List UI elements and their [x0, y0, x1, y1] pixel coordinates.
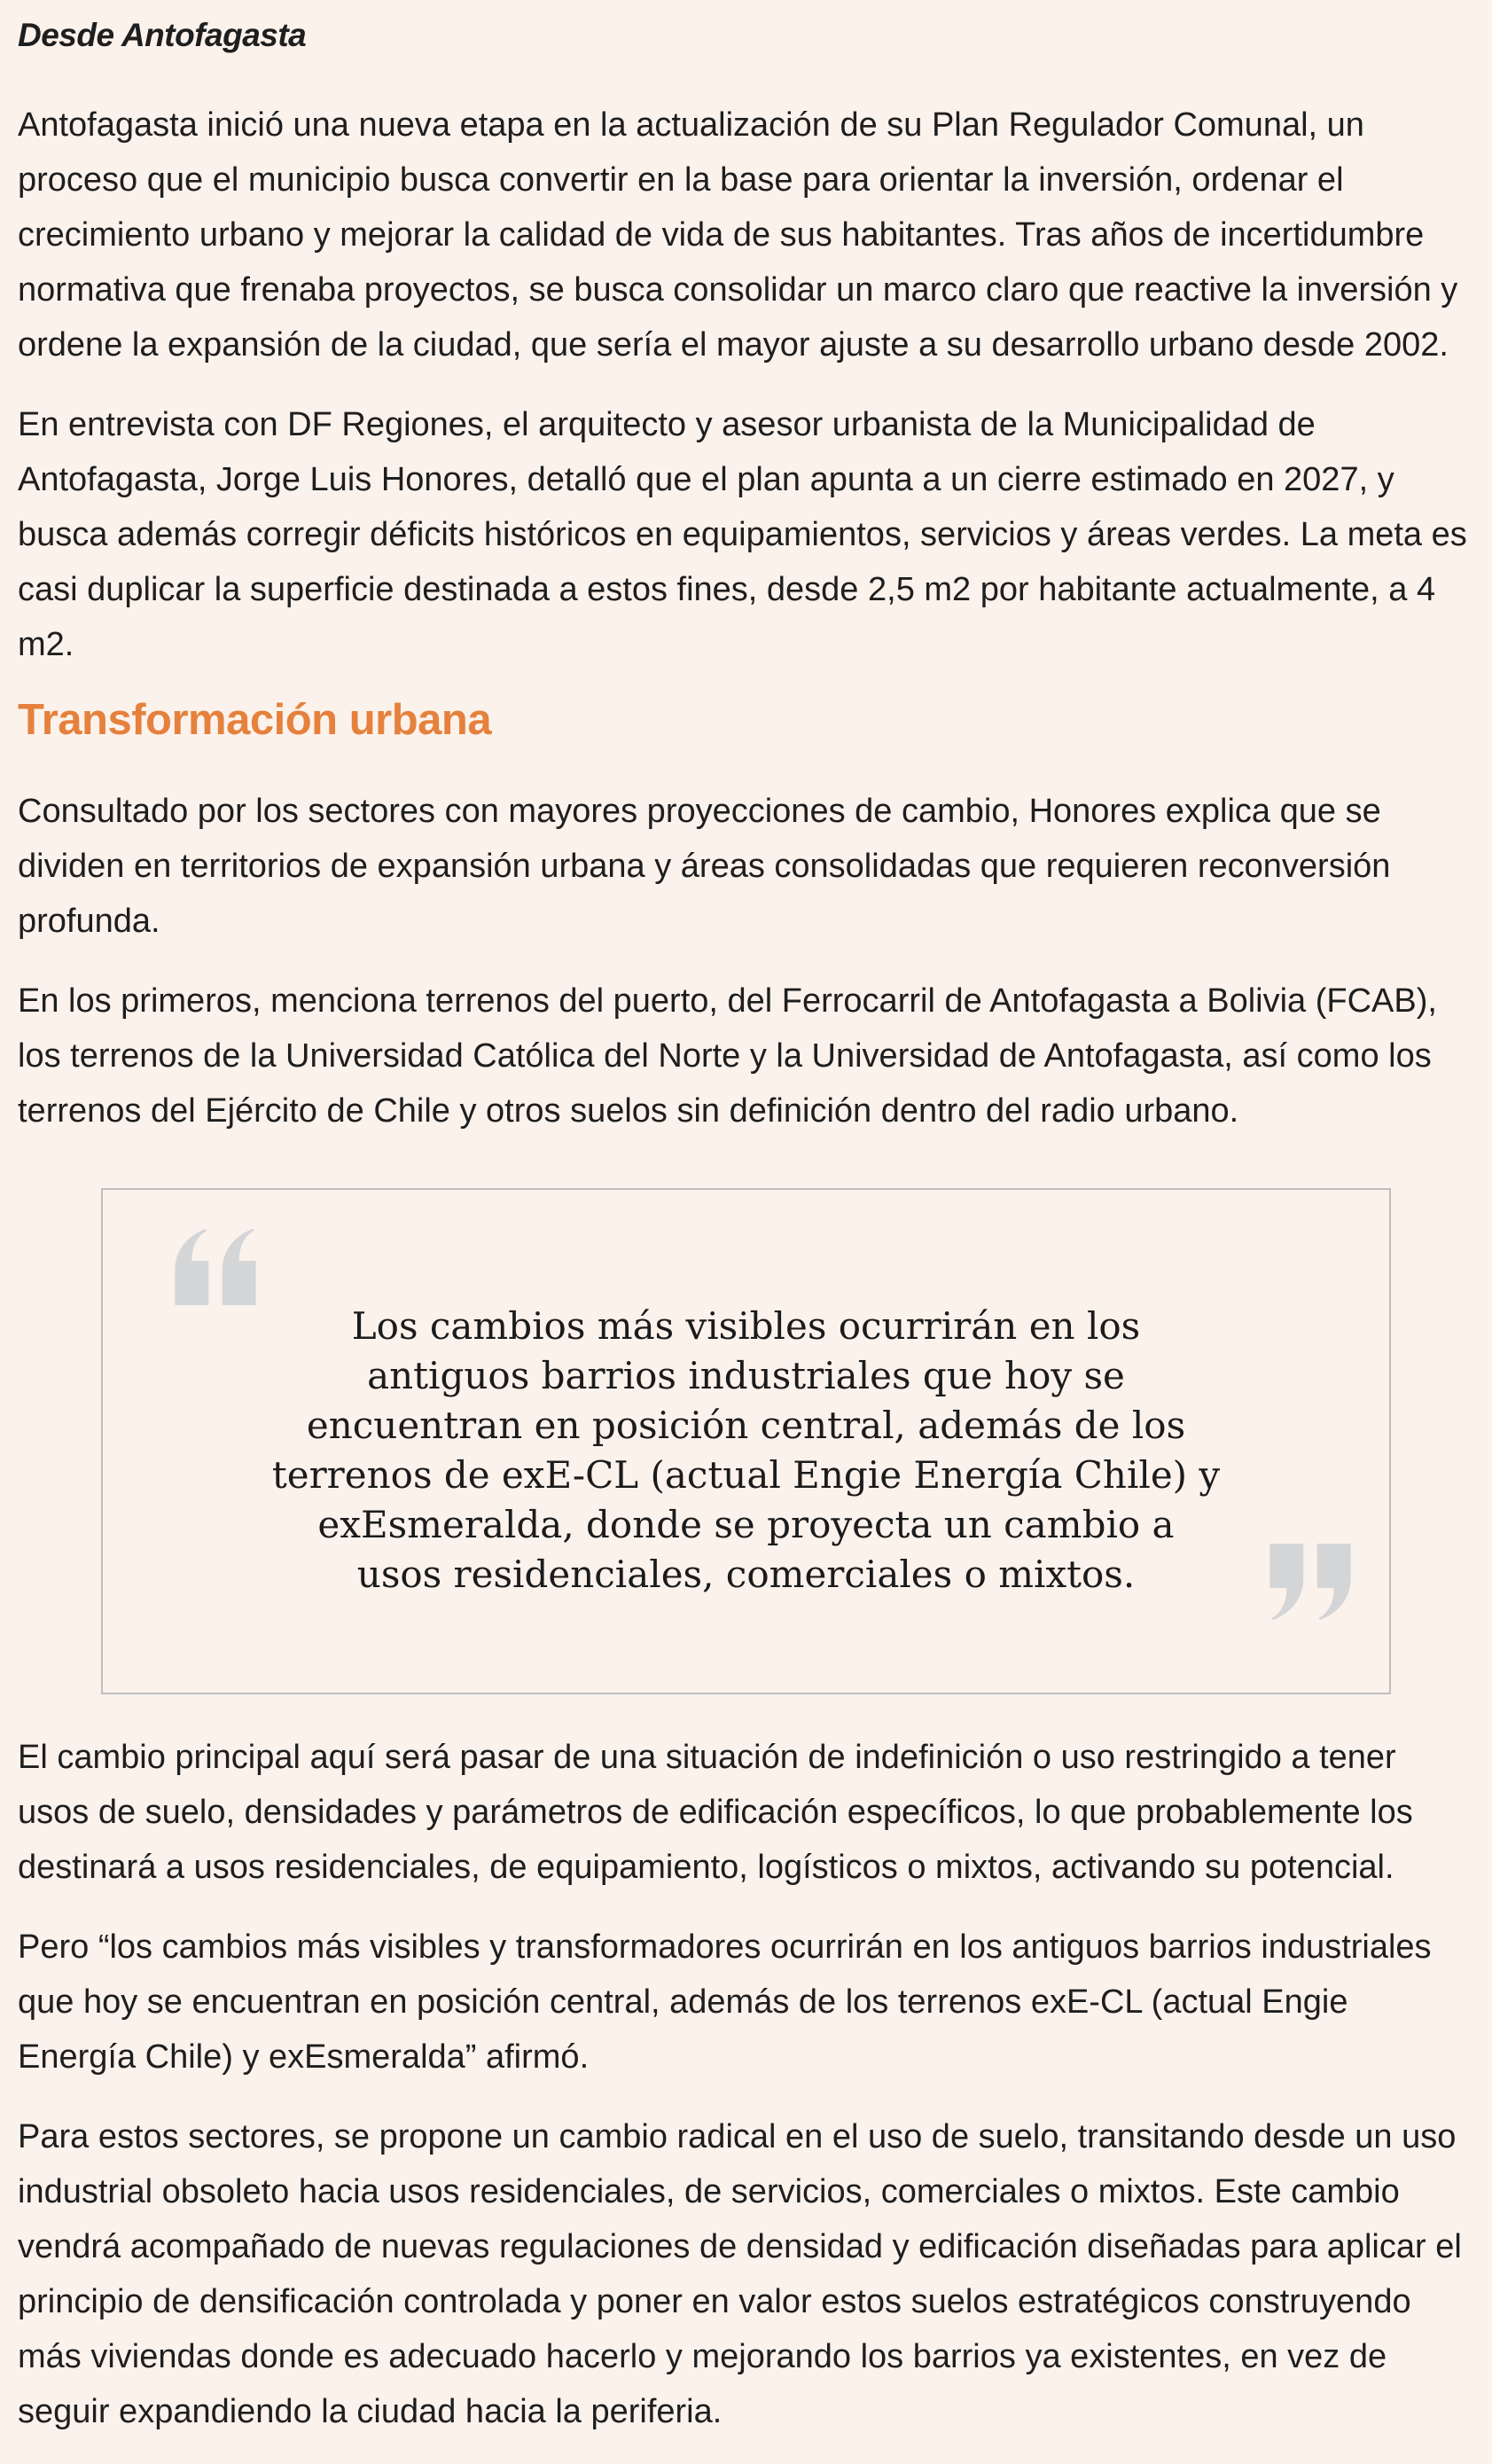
intro-paragraph-1: Antofagasta inició una nueva etapa en la actualización de su Plan Regulador Comunal, un proceso que el municipio busca convertir en la base para orientar la inversión, ordenar el crecimiento urbano y mejorar la calidad de vida de sus habitantes. Tras años de incertidumbre normativa que frenaba proyectos, se busca consolidar un marco claro que reactive la inversión y ordene la expansión de la ciudad, que sería el mayor ajuste a su desarrollo urbano desde 2002.	[18, 106, 1458, 364]
section-heading: Transformación urbana	[18, 696, 492, 744]
section-paragraph-5: Para estos sectores, se propone un cambio radical en el uso de suelo, transitando desde un uso industrial obsoleto hacia usos residenciales, de servicios, comerciales o mixtos. Este cambio vendrá acompañado de nuevas regulaciones de densidad y edificación diseñadas para aplicar el principio de densificación controlada y poner en valor estos suelos estratégicos construyendo más viviendas donde es adecuado hacerlo y mejorando los barrios ya existentes, en vez de seguir expandiendo la ciudad hacia la periferia.	[18, 2118, 1462, 2430]
section-paragraph-4: Pero “los cambios más visibles y transformadores ocurrirán en los antiguos barrios industriales que hoy se encuentran en posición central, además de los terrenos exE-CL (actual Engie Energía Chile) y exEsmeralda” afirmó.	[18, 1928, 1432, 2076]
open-quote-icon	[167, 1229, 264, 1305]
section-paragraph-1: Consultado por los sectores con mayores proyecciones de cambio, Honores explica que se dividen en territorios de expansión urbana y áreas consolidadas que requieren reconversión profunda.	[18, 793, 1391, 940]
close-quote-icon	[1262, 1544, 1359, 1620]
section-paragraph-3: El cambio principal aquí será pasar de una situación de indefinición o uso restringido a tener usos de suelo, densidades y parámetros de edificación específicos, lo que probablemente los destinará a usos residenciales, de equipamiento, logísticos o mixtos, activando su potencial.	[18, 1739, 1413, 1886]
pull-quote-box	[101, 1188, 1391, 1694]
pull-quote-text: Los cambios más visibles ocurrirán en los antiguos barrios industriales que hoy se encuentran en posición central, además de los terrenos de exE-CL (actual Engie Energía Chile) y exEsmeralda, donde se proyecta un cambio a usos residenciales, comerciales o mixtos.	[271, 1304, 1221, 1596]
article-kicker: Desde Antofagasta	[18, 17, 307, 53]
section-paragraph-2: En los primeros, menciona terrenos del puerto, del Ferrocarril de Antofagasta a Bolivia (FCAB), los terrenos de la Universidad Católica del Norte y la Universidad de Antofagasta, así como los terrenos del Ejército de Chile y otros suelos sin definición dentro del radio urbano.	[18, 982, 1437, 1130]
intro-paragraph-2: En entrevista con DF Regiones, el arquitecto y asesor urbanista de la Municipalidad de Antofagasta, Jorge Luis Honores, detalló que el plan apunta a un cierre estimado en 2027, y busca además corregir déficits históricos en equipamientos, servicios y áreas verdes. La meta es casi duplicar la superficie destinada a estos fines, desde 2,5 m2 por habitante actualmente, a 4 m2.	[18, 406, 1467, 663]
